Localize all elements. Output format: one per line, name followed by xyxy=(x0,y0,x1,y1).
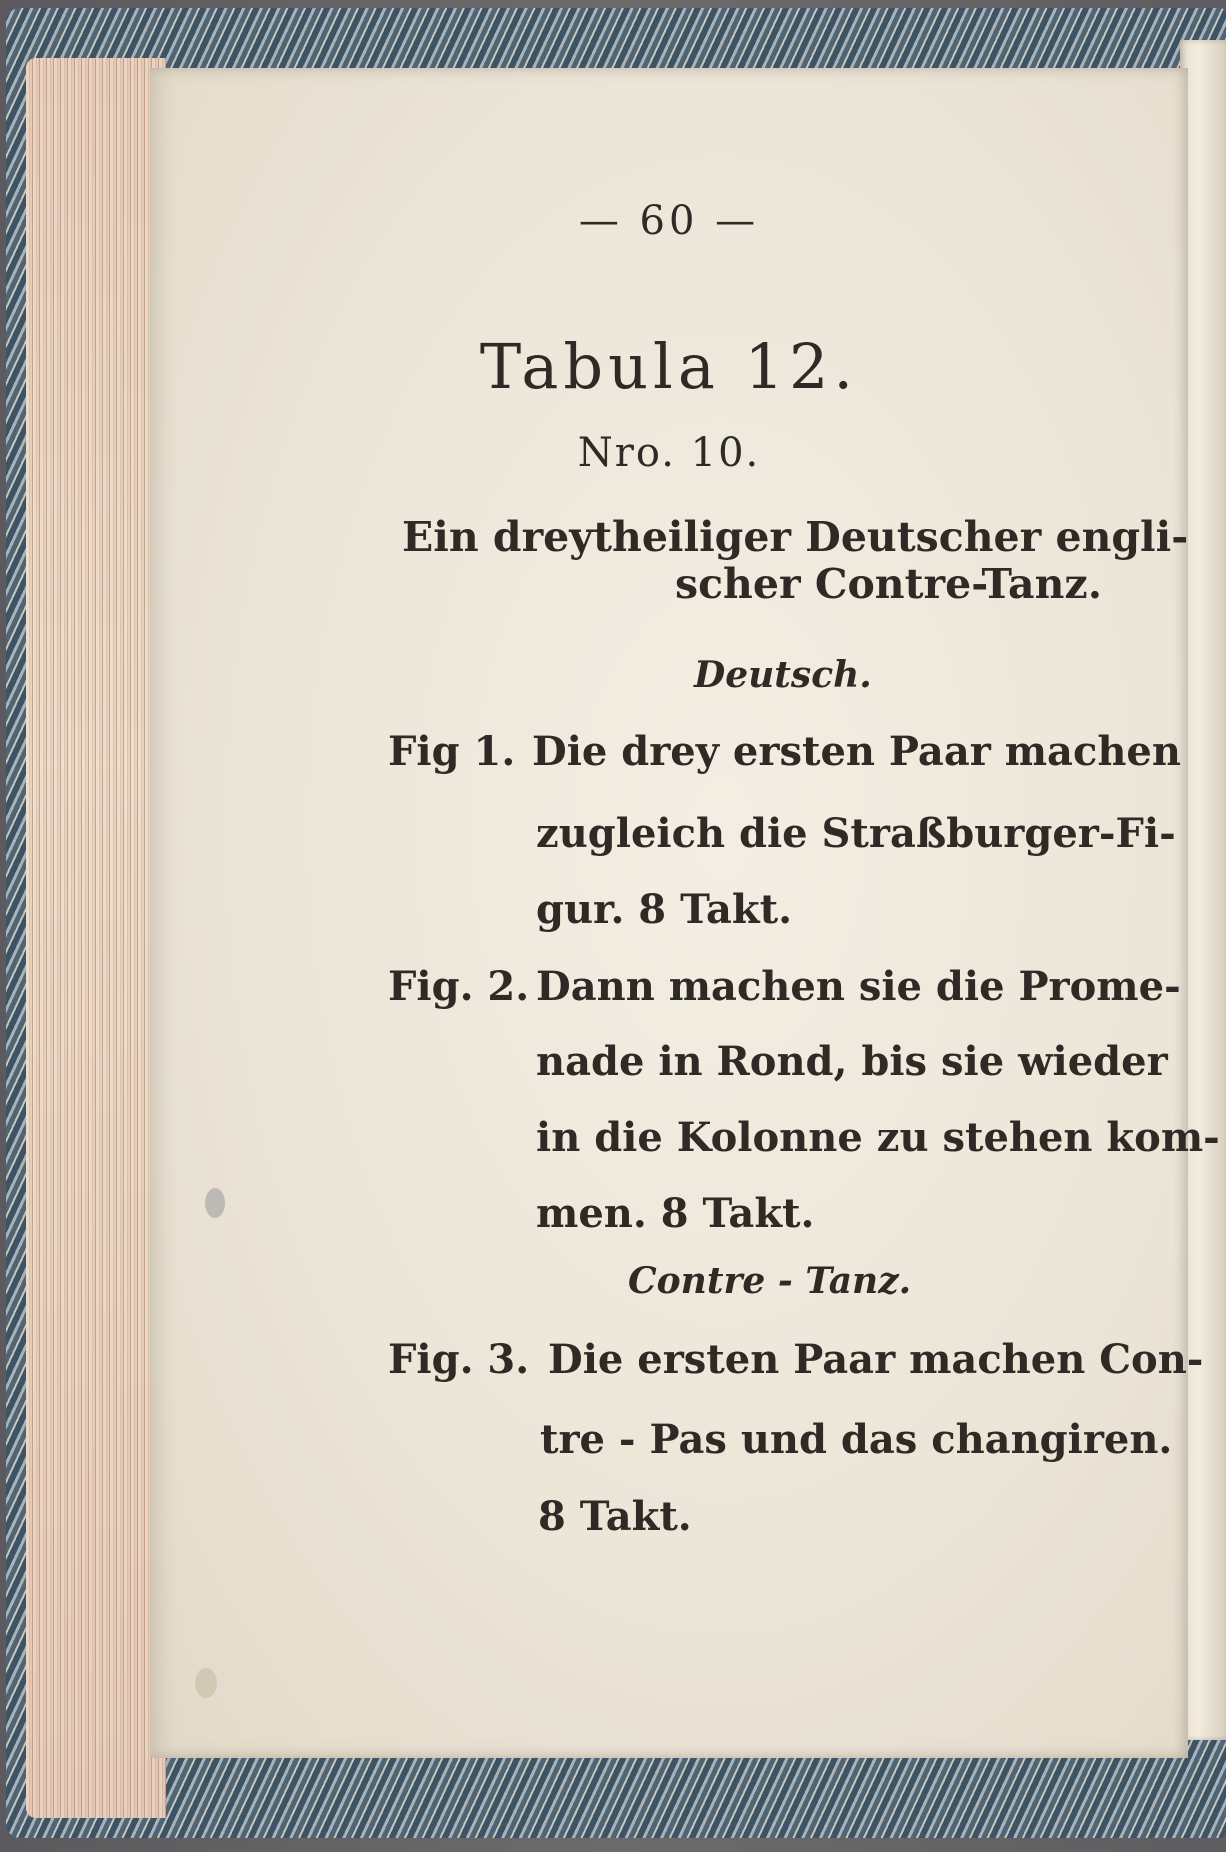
section-label-contre-tanz: Contre - Tanz. xyxy=(628,1260,912,1302)
bleed-through xyxy=(330,238,343,284)
section-label-deutsch: Deutsch. xyxy=(694,654,872,696)
book-page xyxy=(150,68,1220,1758)
dance-heading-line-2: scher Contre-Tanz. xyxy=(675,560,1102,608)
page-number: — 60 — xyxy=(578,198,760,244)
figure-label: Fig. 2. xyxy=(388,963,530,1010)
figure-text-line: Die ersten Paar machen Con- xyxy=(548,1336,1204,1383)
paper-stain xyxy=(205,1188,225,1218)
page-stack-edges xyxy=(26,58,166,1818)
figure-text-line: tre - Pas und das changiren. xyxy=(540,1416,1173,1463)
figure-text-line: Die drey ersten Paar machen xyxy=(532,728,1181,775)
figure-text-line: 8 Takt. xyxy=(538,1493,692,1540)
figure-text-line: nade in Rond, bis sie wieder xyxy=(536,1038,1168,1085)
figure-text-line: in die Kolonne zu stehen kom- xyxy=(536,1114,1220,1161)
figure-label: Fig 1. xyxy=(388,728,516,775)
figure-label: Fig. 3. xyxy=(388,1336,530,1383)
page-title: Tabula 12. xyxy=(479,330,859,403)
dance-number: Nro. 10. xyxy=(577,430,761,476)
figure-text-line: men. 8 Takt. xyxy=(536,1190,815,1237)
paper-stain xyxy=(195,1668,217,1698)
figure-text-line: Dann machen sie die Prome- xyxy=(536,963,1181,1010)
figure-text-line: gur. 8 Takt. xyxy=(536,886,793,933)
dance-heading-line-1: Ein dreytheiliger Deutscher engli- xyxy=(402,513,1189,561)
figure-text-line: zugleich die Straßburger-Fi- xyxy=(536,810,1176,857)
